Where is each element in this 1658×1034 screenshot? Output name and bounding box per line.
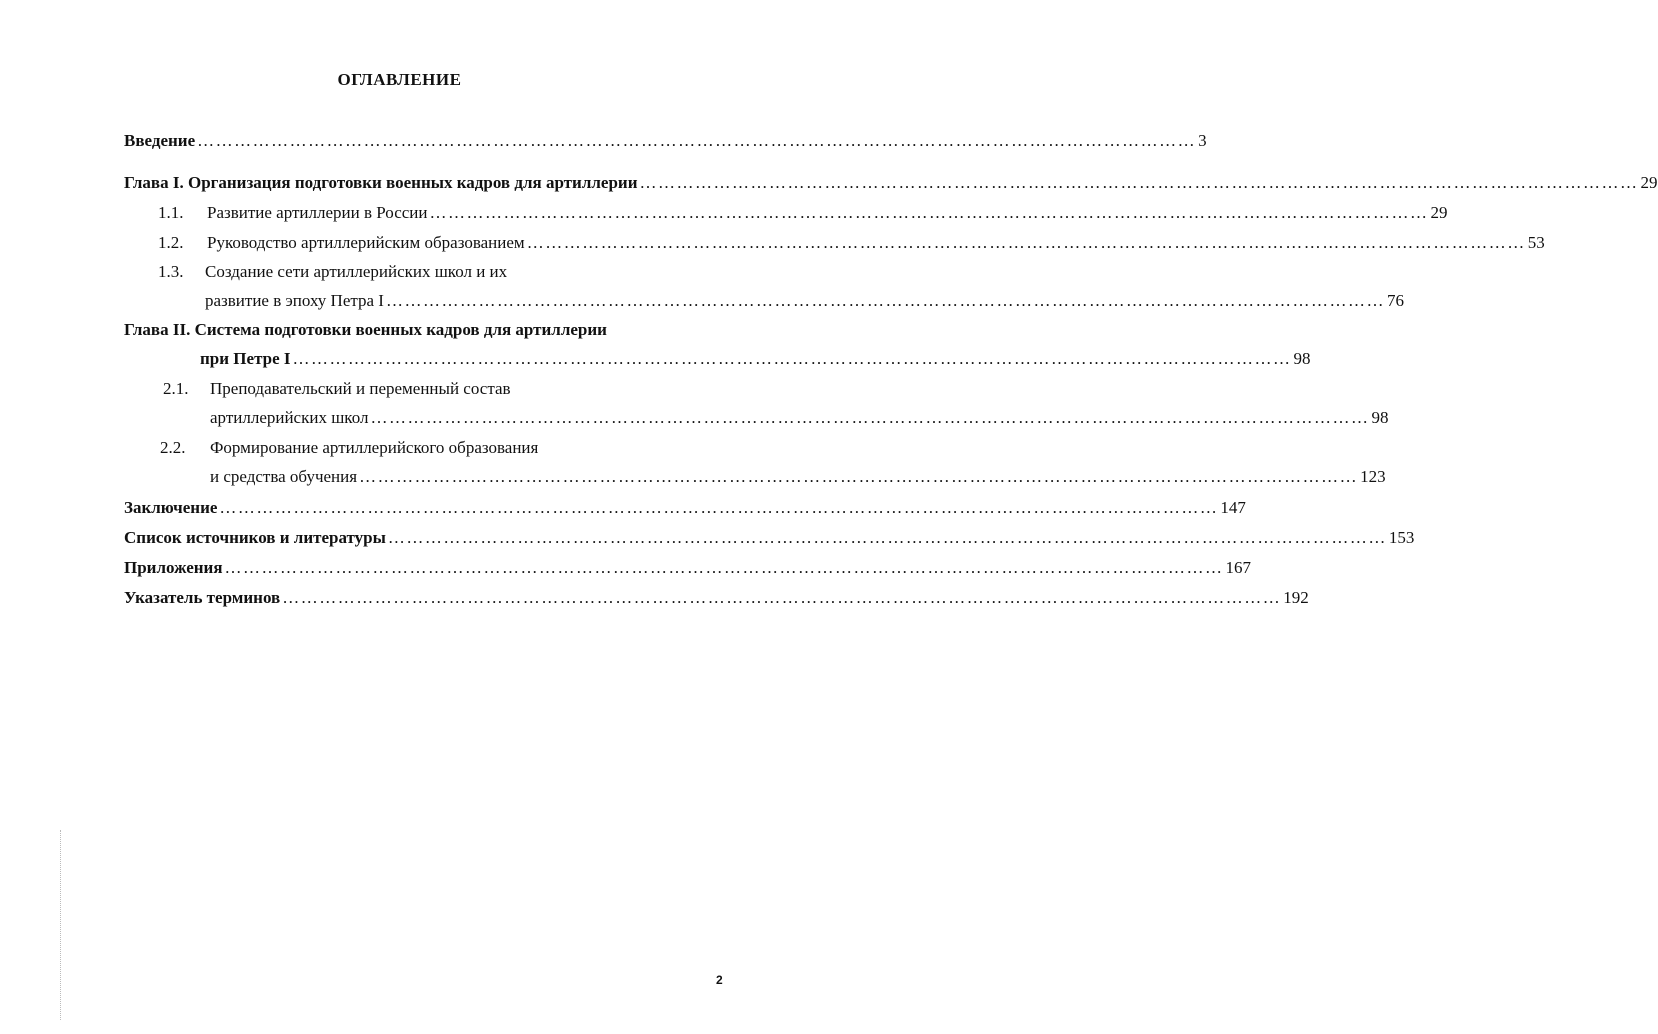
- toc-section-number: 2.2.: [160, 438, 186, 457]
- toc-entry-section-1-2[interactable]: [207, 233, 1545, 253]
- toc-entry-label: развитие в эпоху Петра I: [205, 291, 384, 310]
- toc-entry-section-1-3[interactable]: [205, 291, 1404, 311]
- toc-section-number: 1.2.: [158, 233, 184, 252]
- toc-page-number: 147: [1220, 498, 1246, 517]
- toc-chapter-2-line1: Глава II. Система подготовки военных кадров для артиллерии: [124, 320, 607, 339]
- toc-entry-section-2-2[interactable]: [210, 467, 1386, 487]
- toc-entry-section-1-1[interactable]: [207, 203, 1448, 223]
- toc-section-number: 1.3.: [158, 262, 184, 281]
- toc-entry-label: Список источников и литературы: [124, 528, 386, 547]
- toc-entry-label-line1: Преподавательский и переменный состав: [210, 379, 511, 398]
- toc-section-number: 1.1.: [158, 203, 184, 222]
- toc-entry-index[interactable]: [124, 588, 1309, 608]
- toc-page-number: 153: [1388, 528, 1415, 547]
- toc-entry-intro[interactable]: [124, 131, 1207, 151]
- toc-page-number: 3: [1198, 131, 1207, 150]
- toc-entry-chapter-2[interactable]: [200, 349, 1311, 369]
- toc-page-number: 98: [1293, 349, 1311, 368]
- toc-entry-label: Развитие артиллерии в России: [207, 203, 428, 222]
- toc-entry-sources[interactable]: [124, 528, 1415, 548]
- leader-dots: ………………………………………………………………………………………………………………………………………………: [282, 588, 1282, 607]
- leader-dots: ………………………………………………………………………………………………………………………………………………: [197, 131, 1197, 150]
- toc-page-number: 123: [1360, 467, 1386, 486]
- toc-entry-conclusion[interactable]: [124, 498, 1246, 518]
- toc-page-number: 192: [1283, 588, 1309, 607]
- toc-page-number: 76: [1386, 291, 1404, 310]
- toc-entry-chapter-1[interactable]: [124, 173, 1658, 193]
- toc-page-number: 98: [1371, 408, 1389, 427]
- leader-dots: ………………………………………………………………………………………………………………………………………………: [429, 203, 1429, 222]
- toc-page-number: 167: [1225, 558, 1252, 577]
- toc-entry-label: Введение: [124, 131, 196, 150]
- toc-entry-label: Заключение: [124, 498, 218, 517]
- leader-dots: ………………………………………………………………………………………………………………………………………………: [387, 528, 1387, 547]
- toc-section-number: 2.1.: [163, 379, 189, 398]
- toc-entry-label: артиллерийских школ: [210, 408, 369, 427]
- leader-dots: ………………………………………………………………………………………………………………………………………………: [385, 291, 1385, 310]
- leader-dots: ………………………………………………………………………………………………………………………………………………: [639, 173, 1639, 192]
- toc-entry-label: Руководство артиллерийским образованием: [207, 233, 525, 252]
- page-title: ОГЛАВЛЕНИЕ: [337, 70, 462, 89]
- toc-entry-label: и средства обучения: [210, 467, 358, 486]
- toc-entry-label-line1: Создание сети артиллерийских школ и их: [205, 262, 508, 281]
- toc-entry-label-line1: Формирование артиллерийского образования: [210, 438, 539, 457]
- leader-dots: ………………………………………………………………………………………………………………………………………………: [219, 498, 1219, 517]
- scan-margin-line: [60, 830, 62, 1020]
- toc-entry-label: Глава I. Организация подготовки военных кадров для артиллерии: [124, 173, 638, 192]
- toc-entry-label: при Петре I: [200, 349, 291, 368]
- toc-entry-label: Приложения: [124, 558, 223, 577]
- toc-entry-section-2-1[interactable]: [210, 408, 1389, 428]
- toc-page-number: 29: [1640, 173, 1658, 192]
- page-number: 2: [716, 973, 723, 987]
- toc-page-number: 29: [1430, 203, 1448, 222]
- toc-entry-label: Указатель терминов: [124, 588, 281, 607]
- leader-dots: ………………………………………………………………………………………………………………………………………………: [292, 349, 1292, 368]
- leader-dots: ………………………………………………………………………………………………………………………………………………: [224, 558, 1224, 577]
- leader-dots: ………………………………………………………………………………………………………………………………………………: [526, 233, 1526, 252]
- leader-dots: ………………………………………………………………………………………………………………………………………………: [359, 467, 1359, 486]
- toc-page-number: 53: [1527, 233, 1545, 252]
- leader-dots: ………………………………………………………………………………………………………………………………………………: [370, 408, 1370, 427]
- toc-entry-appendix[interactable]: [124, 558, 1252, 578]
